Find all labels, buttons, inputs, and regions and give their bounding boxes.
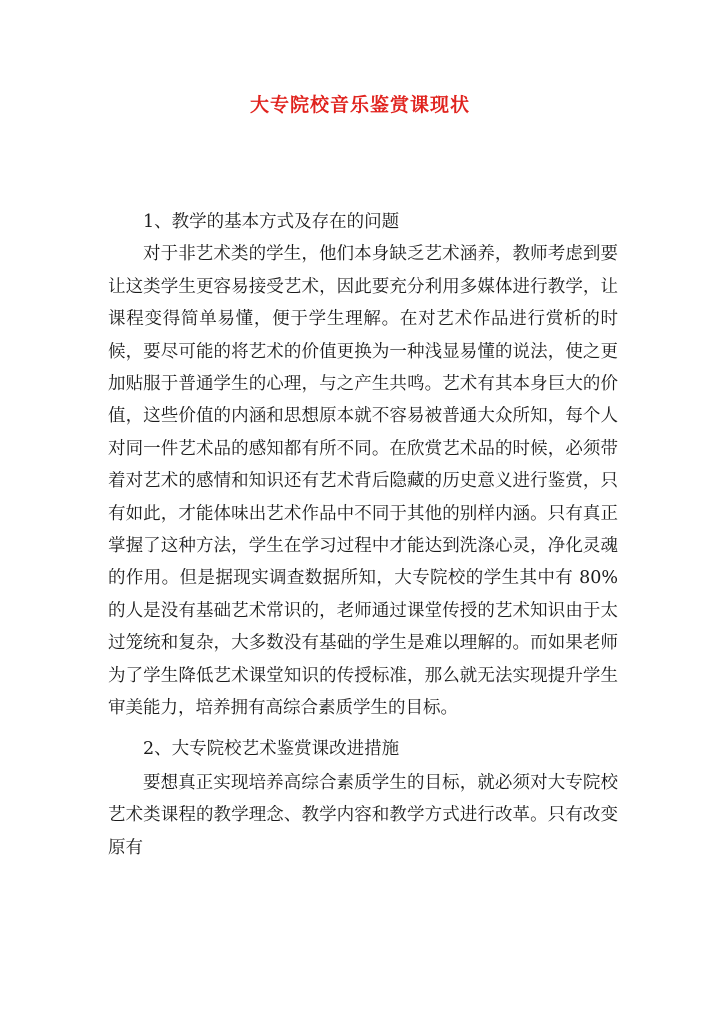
section-2-paragraph: 要想真正实现培养高综合素质学生的目标，就必须对大专院校艺术类课程的教学理念、教学内容和教学方式进行改革。只有改变原有 bbox=[108, 772, 618, 858]
section-2-heading: 2、大专院校艺术鉴赏课改进措施 bbox=[143, 738, 400, 759]
section-1-heading: 1、教学的基本方式及存在的问题 bbox=[143, 212, 400, 232]
section-1-paragraph: 对于非艺术类的学生，他们本身缺乏艺术涵养，教师考虑到要让这类学生更容易接受艺术，因此要充分利用多媒体进行教学，让课程变得简单易懂，便于学生理解。在对艺术作品进行赏析的时候，要尽可能的将艺术的价值更换为一种浅显易懂的说法，使之更加贴服于普通学生的心理，与之产生共鸣。艺术有其本身巨大的价值，这些价值的内涵和思想原本就不容易被普通大众所知，每个人对同一件艺术品的感知都有所不同。在欣赏艺术品的时候，必须带着对艺术的感情和知识还有艺术背后隐藏的历史意义进行鉴赏，只有如此，才能体味出艺术作品中不同于其他的别样内涵。只有真正掌握了这种方法，学生在学习过程中才能达到洗涤心灵，净化灵魂的作用。但是据现实调查数据所知，大专院校的学生其中有 80%的人是没有基础艺术常识的，老师通过课堂传授的艺术知识由于太过笼统和复杂，大多数没有基础的学生是难以理解的。而如果老师为了学生降低艺术课堂知识的传授标准，那么就无法实现提升学生审美能力，培养拥有高综合素质学生的目标。 bbox=[108, 244, 618, 719]
document-title: 大专院校音乐鉴赏课现状 bbox=[249, 94, 470, 116]
document-body bbox=[108, 206, 618, 864]
